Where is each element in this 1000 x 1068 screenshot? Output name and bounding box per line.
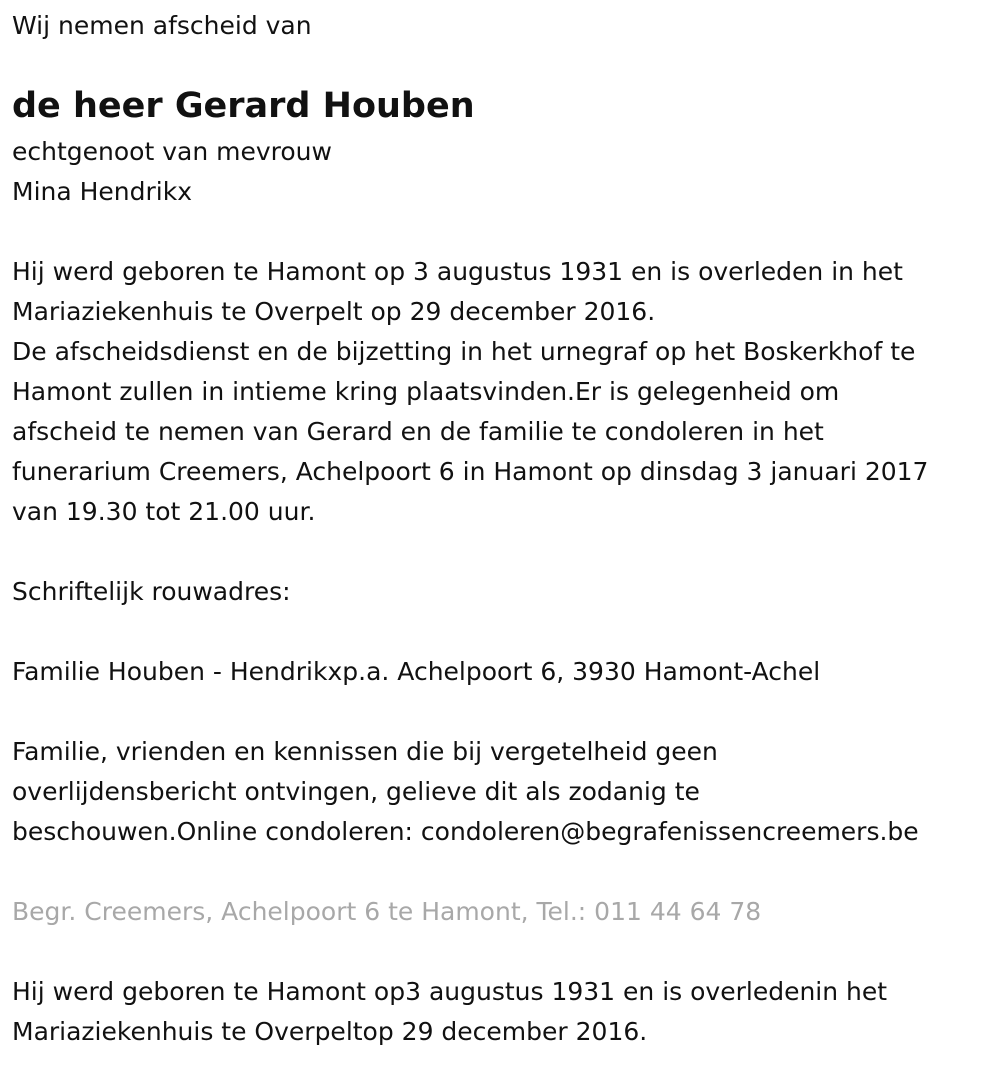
body-line: De afscheidsdienst en de bijzetting in het urnegraf op het Boskerkhof te xyxy=(12,337,916,366)
deceased-name: de heer Gerard Houben xyxy=(12,86,475,126)
body-line: funerarium Creemers, Achelpoort 6 in Hamont op dinsdag 3 januari 2017 xyxy=(12,457,929,486)
family-note xyxy=(12,732,988,852)
body-line: Mariaziekenhuis te Overpelt op 29 december 2016. xyxy=(12,297,656,326)
body-line: afscheid te nemen van Gerard en de familie te condoleren in het xyxy=(12,417,824,446)
body-line: van 19.30 tot 21.00 uur. xyxy=(12,497,316,526)
spouse-block xyxy=(12,132,988,212)
body-line: Hamont zullen in intieme kring plaatsvinden.Er is gelegenheid om xyxy=(12,377,840,406)
family-note-line: beschouwen.Online condoleren: condoleren@begrafenissencreemers.be xyxy=(12,817,919,846)
summary-line: Mariaziekenhuis te Overpeltop 29 december 2016. xyxy=(12,1017,648,1046)
intro-text: Wij nemen afscheid van xyxy=(12,11,312,40)
summary-paragraph xyxy=(12,972,988,1052)
body-line: Hij werd geboren te Hamont op 3 augustus 1931 en is overleden in het xyxy=(12,257,903,286)
family-note-line: overlijdensbericht ontvingen, gelieve dit als zodanig te xyxy=(12,777,700,806)
body-paragraph xyxy=(12,252,988,532)
family-note-line: Familie, vrienden en kennissen die bij vergetelheid geen xyxy=(12,737,718,766)
summary-line: Hij werd geboren te Hamont op3 augustus 1931 en is overledenin het xyxy=(12,977,888,1006)
undertaker-info: Begr. Creemers, Achelpoort 6 te Hamont, Tel.: 011 44 64 78 xyxy=(12,897,762,926)
spouse-line: echtgenoot van mevrouw xyxy=(12,137,332,166)
mourning-address: Familie Houben - Hendrikxp.a. Achelpoort 6, 3930 Hamont-Achel xyxy=(12,657,821,686)
spouse-name: Mina Hendrikx xyxy=(12,177,193,206)
address-label: Schriftelijk rouwadres: xyxy=(12,577,291,606)
